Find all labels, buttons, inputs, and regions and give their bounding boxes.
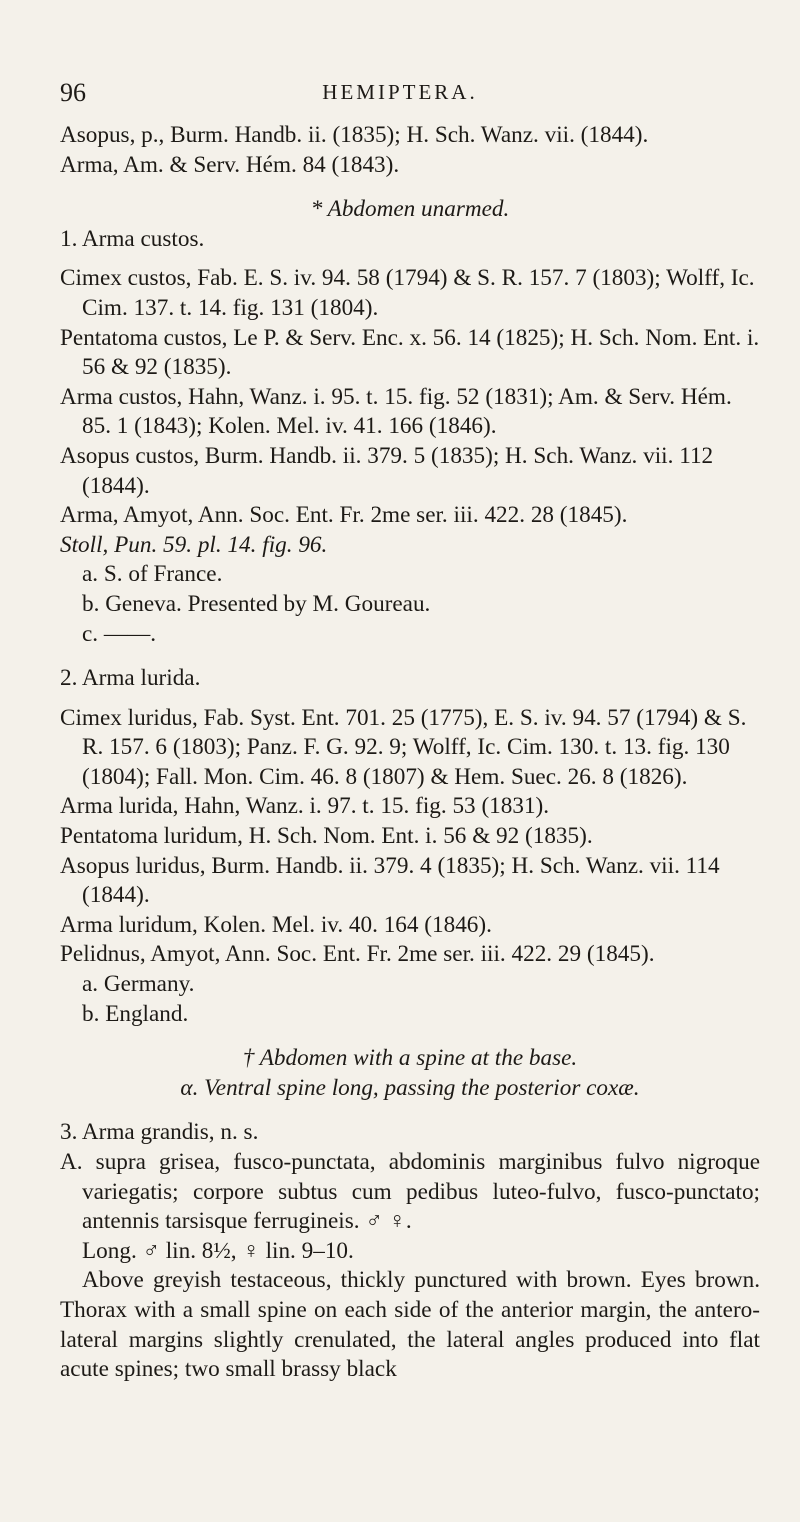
synonym-line: Asopus, p., Burm. Handb. ii. (1835); H. Sch. Wanz. vii. (1844). bbox=[60, 122, 649, 148]
running-title: HEMIPTERA. bbox=[322, 80, 478, 104]
specimen-line: a. Germany. bbox=[82, 971, 195, 998]
synonym-line: Arma luridum, Kolen. Mel. iv. 40. 164 (1846). bbox=[60, 911, 492, 938]
synonym-line: Pentatoma custos, Le P. & Serv. Enc. x. 56. 14 (1825); H. Sch. Nom. Ent. i. 56 & 92 (1835). bbox=[60, 324, 760, 381]
synonym-line: Pelidnus, Amyot, Ann. Soc. Ent. Fr. 2me ser. iii. 422. 29 (1845). bbox=[60, 941, 655, 968]
synonym-line: Cimex luridus, Fab. Syst. Ent. 701. 25 (1775), E. S. iv. 94. 57 (1794) & S. R. 157. 6 (1803); Panz. F. G. 92. 9; Wolff, Ic. Cim. 130. t. 13. fig. 130 (1804); Fall. Mon. Cim. 46. 8 (1807) & Hem. Suec. 26. 8 (1826). bbox=[60, 704, 747, 790]
specimen-line: b. Geneva. Presented by M. Goureau. bbox=[82, 590, 431, 617]
synonym-line: Arma, Am. & Serv. Hém. 84 (1843). bbox=[60, 151, 400, 178]
section-heading: * Abdomen unarmed. bbox=[310, 196, 510, 223]
specimen-line: c. ——. bbox=[82, 620, 157, 647]
page-header bbox=[0, 78, 800, 108]
synonym-line: Cimex custos, Fab. E. S. iv. 94. 58 (1794) & S. R. 157. 7 (1803); Wolff, Ic. Cim. 137. t. 14. fig. 131 (1804). bbox=[60, 265, 755, 321]
page-number: 96 bbox=[60, 78, 86, 107]
synonym-line: Asopus luridus, Burm. Handb. ii. 379. 4 (1835); H. Sch. Wanz. vii. 114 (1844). bbox=[60, 852, 720, 909]
measurement-line: Long. ♂ lin. 8½, ♀ lin. 9–10. bbox=[82, 1237, 354, 1264]
section-heading: † Abdomen with a spine at the base. bbox=[242, 1045, 578, 1072]
specimen-line: b. England. bbox=[82, 1000, 189, 1027]
specimen-line: a. S. of France. bbox=[82, 561, 223, 588]
subsection-heading: α. Ventral spine long, passing the posterior coxæ. bbox=[180, 1074, 640, 1101]
synonym-line: Pentatoma luridum, H. Sch. Nom. Ent. i. 56 & 92 (1835). bbox=[60, 823, 593, 850]
latin-diagnosis: A. supra grisea, fusco-punctata, abdominis marginibus fulvo nigroque variegatis; corpore subtus cum pedibus luteo-fulvo, fusco-punctato; antennis tarsisque ferrugineis. ♂ ♀. bbox=[60, 1149, 760, 1235]
page-body bbox=[60, 121, 760, 1385]
synonym-line: Arma custos, Hahn, Wanz. i. 95. t. 15. fig. 52 (1831); Am. & Serv. Hém. 85. 1 (1843); Kolen. Mel. iv. 41. 166 (1846). bbox=[60, 383, 732, 440]
species-heading: 3. Arma grandis, n. s. bbox=[60, 1119, 259, 1146]
synonym-line: Stoll, Pun. 59. pl. 14. fig. 96. bbox=[60, 531, 328, 558]
synonym-line: Arma lurida, Hahn, Wanz. i. 97. t. 15. fig. 53 (1831). bbox=[60, 793, 550, 820]
synonym-line: Asopus custos, Burm. Handb. ii. 379. 5 (1835); H. Sch. Wanz. vii. 112 (1844). bbox=[60, 442, 714, 499]
synonym-line: Arma, Amyot, Ann. Soc. Ent. Fr. 2me ser. iii. 422. 28 (1845). bbox=[60, 502, 628, 529]
species-heading: 1. Arma custos. bbox=[60, 225, 205, 252]
species-heading: 2. Arma lurida. bbox=[60, 665, 201, 692]
description-paragraph: Above greyish testaceous, thickly punctured with brown. Eyes brown. Thorax with a small spine on each side of the anterior margin, the antero-lateral margins slightly crenulated, the lateral angles produced into flat acute spines; two small brassy black bbox=[60, 1267, 760, 1383]
